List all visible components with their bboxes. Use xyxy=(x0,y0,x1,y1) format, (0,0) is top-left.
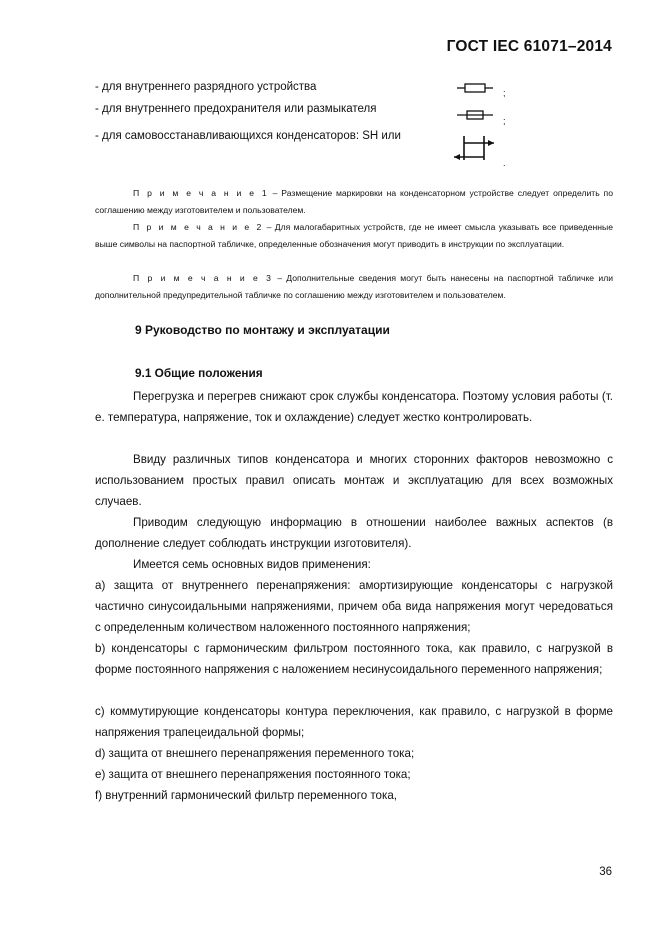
note-1 xyxy=(95,185,613,219)
document-code-header: ГОСТ IEC 61071–2014 xyxy=(446,38,612,55)
bullet-fuse: - для внутреннего предохранителя или размыкателя xyxy=(95,103,377,115)
paragraph-text: Имеется семь основных видов применения: xyxy=(133,558,371,571)
list-item-c: c) коммутирующие конденсаторы контура переключения, как правило, с нагрузкой в форме напряжения трапецеидальной формы; xyxy=(95,705,613,739)
section-heading: 9 Руководство по монтажу и эксплуатации xyxy=(135,323,390,337)
discharge-device-symbol xyxy=(455,78,495,98)
paragraph xyxy=(95,449,613,512)
note-text: – Для малогабаритных устройств, где не имеет смысла указывать все приведенные выше символы на паспортной табличке, определенные обозначения могут приводить в инструкции по эксплуатации. xyxy=(95,222,614,249)
list-item-b: b) конденсаторы с гармоническим фильтром постоянного тока, как правило, с нагрузкой в форме постоянного напряжения с наложением несинусоидального переменного напряжения; xyxy=(95,642,613,676)
bullet-mark: . xyxy=(503,158,506,168)
list-item-a: a) защита от внутреннего перенапряжения: амортизирующие конденсаторы с нагрузкой частично синусоидальными напряжениями, причем оба вида напряжения могут чередоваться с определенным количеством наложенного постоянного напряжения; xyxy=(95,579,613,634)
paragraph xyxy=(95,386,613,428)
note-text: – Размещение маркировки на конденсаторном устройстве следует определить по соглашению между изготовителем и пользователем. xyxy=(95,188,613,215)
note-label: П р и м е ч а н и е 2 xyxy=(133,222,264,232)
paragraph xyxy=(95,512,613,554)
paragraph xyxy=(95,554,613,575)
self-healing-symbol xyxy=(450,133,498,167)
paragraph-text: Ввиду различных типов конденсатора и многих сторонних факторов невозможно с использованием простых правил описать монтаж и эксплуатацию для всех возможных случаев. xyxy=(95,453,613,508)
list-item-f: f) внутренний гармонический фильтр переменного тока, xyxy=(95,789,397,802)
bullet-mark: ; xyxy=(503,116,506,126)
note-2 xyxy=(95,219,613,253)
paragraph-text: Перегрузка и перегрев снижают срок службы конденсатора. Поэтому условия работы (т. е. температура, напряжение, ток и охлаждение) следует жестко контролировать. xyxy=(95,390,613,424)
note-text: – Дополнительные сведения могут быть нанесены на паспортной табличке или дополнительной предупредительной табличке по соглашению между изготовителем и пользователем. xyxy=(95,273,614,300)
page-number: 36 xyxy=(599,866,612,878)
bullet-self-healing: - для самовосстанавливающихся конденсаторов: SH или xyxy=(95,130,401,142)
subsection-heading: 9.1 Общие положения xyxy=(135,366,263,380)
paragraph-text: Приводим следующую информацию в отношении наиболее важных аспектов (в дополнение следует соблюдать инструкции изготовителя). xyxy=(95,516,613,550)
fuse-symbol xyxy=(455,107,495,123)
note-label: П р и м е ч а н и е 3 xyxy=(133,273,273,283)
list-item-d: d) защита от внешнего перенапряжения переменного тока; xyxy=(95,747,415,760)
bullet-discharge-device: - для внутреннего разрядного устройства xyxy=(95,81,317,93)
note-3 xyxy=(95,270,613,304)
list-item-e: e) защита от внешнего перенапряжения постоянного тока; xyxy=(95,768,411,781)
note-label: П р и м е ч а н и е 1 xyxy=(133,188,269,198)
bullet-mark: ; xyxy=(503,88,506,98)
